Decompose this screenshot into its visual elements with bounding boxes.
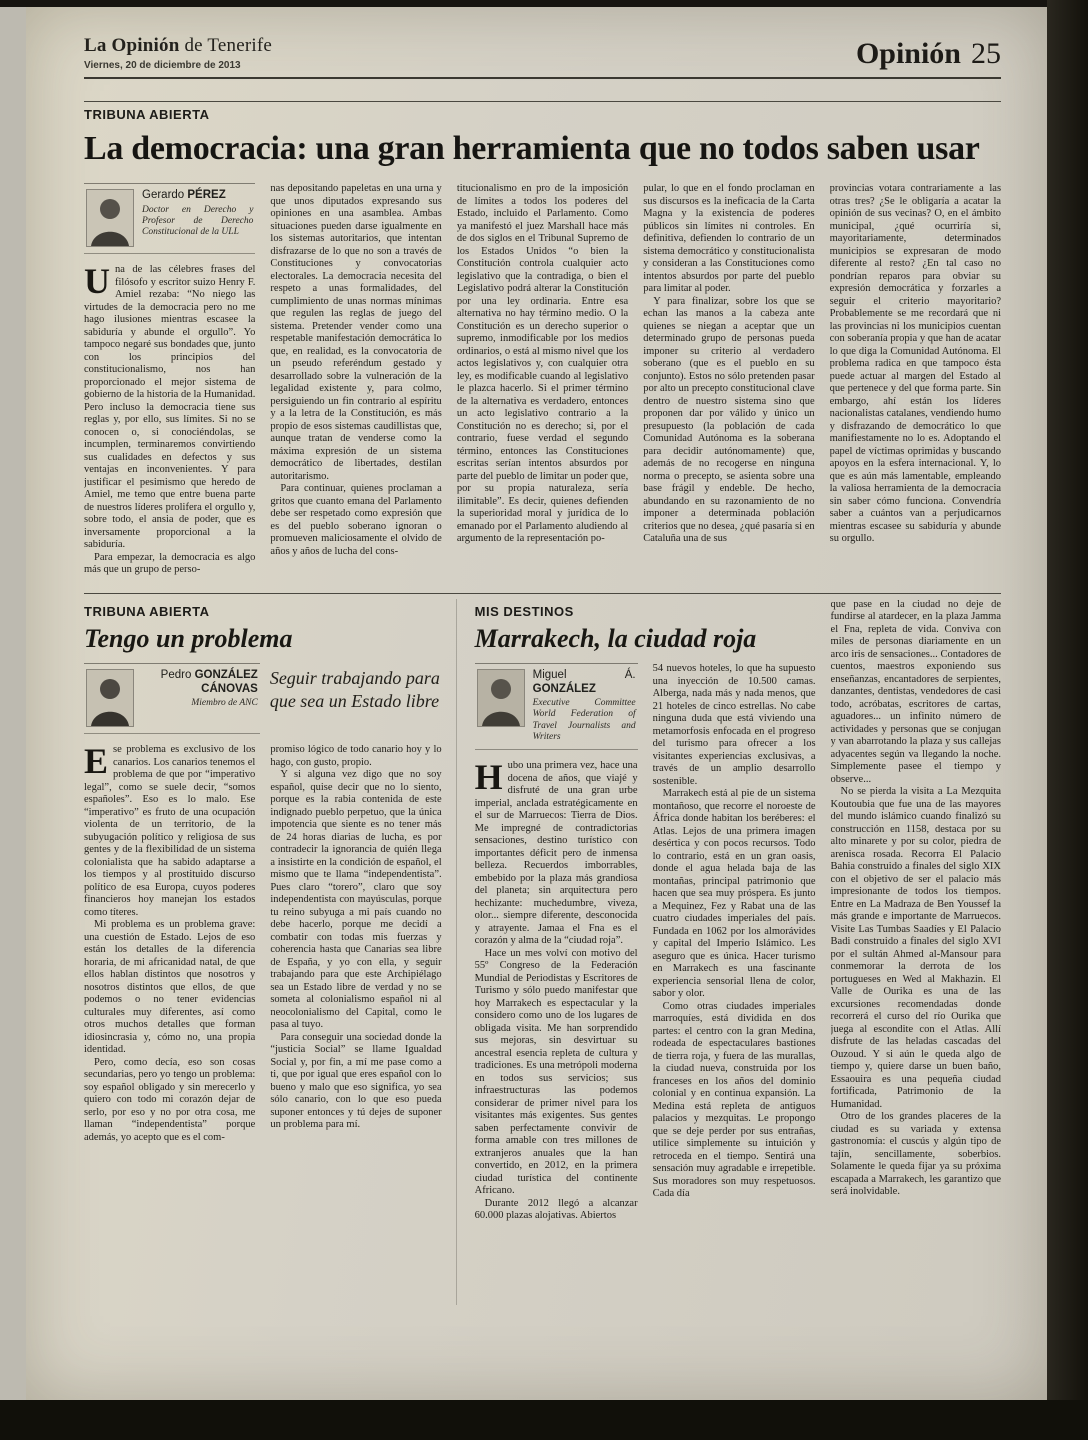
masthead-left [84, 35, 272, 71]
drop-cap: E [84, 744, 109, 782]
author-role: Doctor en Derecho y Profesor de Derecho Constitucional de la ULL [142, 204, 254, 238]
author-block-miguel [475, 663, 638, 750]
body-column-1 [84, 183, 255, 577]
author-name [142, 189, 253, 202]
body-column-2 [270, 744, 441, 1132]
body-column-1 [475, 663, 638, 1223]
author-first-name: Miguel Á. [532, 669, 636, 682]
body-paragraph: pular, lo que en el fondo proclaman en sus discursos es la ineficacia de la Carta Magna y la existencia de poderes públicos sin límites ni controles. En definitiva, defienden lo contrario de un sistema democrático y constitucionalista y consideran a las Constituciones como intentos absurdos por parte del pueblo para limitar al poder. [643, 183, 815, 295]
body-column-5 [830, 183, 1001, 546]
author-first-name: Pedro [160, 669, 192, 682]
author-last-name: PÉREZ [187, 189, 226, 202]
column-text [474, 757, 638, 1223]
issue-date: Viernes, 20 de diciembre de 2013 [84, 60, 241, 71]
newspaper-brand [84, 35, 272, 57]
column-text [84, 261, 256, 577]
body-column-2 [653, 663, 816, 1201]
section-header [856, 37, 1001, 71]
drop-cap: U [84, 261, 110, 302]
body-paragraph: Para continuar, quienes proclaman a gritos que cuanto emana del Parlamento debe ser respetado como expresión que es del pueblo soberano ignoran o promueven maliciosamente el olvido de años y años de lucha del cons- [270, 483, 442, 557]
article-democracia [84, 101, 1001, 577]
body-paragraph: Una de las célebres frases del filósofo y escritor suizo Henry F. Amiel rezaba: “No niego las virtudes de la democracia pero no me hago ilusiones mientras escasee la sabiduría y abunde el orgullo”. Yo tampoco negaré sus bondades que, junto con los principios del constitucionalismo, nos han proporcionado el mejor sistema de gobierno de la historia de la Humanidad. Pero incluso la democracia tiene sus reglas y, por ello, sus límites. Si no se conocen o, si conociéndolas, se incumplen, terminaremos convirtiendo sus cualidades en defectos y sus ventajas en inconvenientes. Y para justificar el pesimismo que heredo de Amiel, me temo que entre buena parte de nuestros líderes prolifera el orgullo y, sobre todo, el ansia de poder, que es inversamente proporcional a la sabiduría. [84, 261, 256, 551]
bottom-articles-row [84, 593, 1001, 1305]
body-paragraph: Ese problema es exclusivo de los canarios. Los canarios tenemos el problema de que por “imperativo legal”, como se suele decir, “somos españoles”. Eso es lo malo. Ese “imperativo” es fruto de una ocupación violenta de un territorio, de la subyugación político y religiosa de sus gentes y de la flexibilidad de un sistema colonialista que ha sabido adaptarse a los tiempos y al prostituido discurso político de esa Europa, cuyos poderes financieros hoy manejan los estados como títeres. [84, 744, 256, 918]
body-paragraph: Otro de los grandes placeres de la ciudad es su variada y extensa gastronomía: el cuscús y algún tipo de tajín, sencillamente, soberbios. Solamente le queda fijar ya su próxima escapada a Marrakech, les garantizo que será inolvidable. [830, 1111, 1001, 1198]
problema-body-columns [84, 744, 442, 1144]
author-role: Executive Committee World Federation of Travel Journalists and Writers [532, 697, 636, 743]
drop-cap: H [474, 757, 503, 798]
body-column-3 [831, 599, 1001, 1305]
page-content [26, 7, 1047, 1305]
section-name: Opinión [855, 37, 961, 70]
kicker-rule [84, 101, 1001, 102]
author-photo [477, 669, 525, 727]
kicker-tribuna-abierta-2: TRIBUNA ABIERTA [84, 603, 210, 619]
author-photo [86, 669, 134, 727]
masthead [84, 35, 1001, 79]
body-paragraph: Mi problema es un problema grave: una cuestión de Estado. Lejos de eso están los detalles de la diferencia horaria, de mi africanidad natal, de que ellos hablan distintos que nosotros y nosotros distintos que ellos, de que podemos o no tener evidencias culturales muy diferentes, así como otros muchos detalles que forman idiosincrasia y, cómo no, una propia identidad. [84, 919, 256, 1056]
marrakech-main [475, 599, 816, 1305]
author-name [533, 669, 636, 695]
author-block-pedro [84, 663, 260, 734]
author-meta [533, 669, 636, 743]
brand-secondary: de Tenerife [184, 35, 273, 56]
body-paragraph: promiso lógico de todo canario hoy y lo hago, con gusto, propio. [270, 744, 442, 768]
body-paragraph: nas depositando papeletas en una urna y que unos diputados expresando sus opiniones en una asamblea. Ambas situaciones pueden darse igualmente en los sistemas autoritarios, que intentan disfrazarse de lo que no son a través de Constituciones y convocatorias electorales. La democracia necesita del respeto a unas formalidades, del cumplimiento de unas normas mínimas que regulen las reglas de juego del sistema. Pretender vender como una respetable manifestación democrática lo que, en realidad, es la convocatoria de un pseudo referéndum gestado y desarrollado sobre la vulneración de la legalidad existente y, para colmo, persiguiendo un fin contrario al espíritu y a la letra de la Constitución, es más propio de esos sistemas caudillistas que, aunque tratan de venderse como la máxima expresión de un sistema democrático de libertades, destilan autoritarismo. [270, 183, 442, 482]
body-paragraph: Para empezar, la democracia es algo más que un grupo de perso- [84, 551, 256, 576]
article-problema [84, 599, 457, 1305]
body-paragraph: 54 nuevos hoteles, lo que ha supuesto una inyección de 10.500 camas. Alberga, nada más y nada menos, que 21 hoteles de cinco estrellas. No cabe ninguna duda que está viviendo una metamorfosis enfocada en el progreso del turismo para ofrecer a los visitantes experiencias exclusivas, a través de un amplio desarrollo sostenible. [652, 663, 816, 787]
main-headline: La democracia: una gran herramienta que no todos saben usar [84, 130, 980, 167]
author-name [142, 669, 258, 695]
scan-edge-bottom [0, 1400, 1088, 1440]
body-paragraph: Pero, como decía, eso son cosas secundarias, pero yo tengo un problema: soy español obligado y sin merecerlo y quiero con todo mi corazón dejar de serlo, por eso y no por otra cosa, me llaman “independentista” porque además, yo acepto que es el com- [84, 1056, 256, 1143]
person-silhouette-icon [87, 670, 133, 726]
body-paragraph: Como otras ciudades imperiales marroquíes, está dividida en dos partes: el centro con la gran Medina, rodeada de espectaculares bastiones de tierra roja, y fuera de las murallas, la ciudad nueva, construida por los franceses en los años del dominio colonial y en continua expansión. La Medina está repleta de antiguos palacios y mezquitas. Le propongo que se deje perder por sus entrañas, utilice simplemente su intuición y retroceda en el tiempo. Sentirá una sensación muy agradable e irrepetible. Sus moradores son muy respetuosos. Cada día [652, 1000, 816, 1200]
body-paragraph: Hace un mes volví con motivo del 55º Congreso de la Federación Mundial de Periodistas y Escritores de Turismo y sólo puedo manifestar que hoy Marrakech es espectacular y la considero como uno de los lugares de obligada visita. Me han sorprendido sus mejoras, sin desvirtuar su ancestral esencia repleta de cultura y tradiciones. Es una metrópoli moderna en todos sus servicios; sus infraestructuras las podemos considerar de primer nivel para los visitantes más exigentes. Sus gentes saben perfectamente convivir de forma amable con tres millones de extranjeros anuales que la han convertido, en 2012, en la primera ciudad turística del continente Africano. [474, 947, 638, 1197]
body-column-2 [270, 183, 441, 558]
person-silhouette-icon [478, 670, 524, 726]
article-body-columns [84, 183, 1001, 577]
body-column-1 [84, 744, 255, 1144]
scan-edge-right [1047, 0, 1088, 1440]
newspaper-page [26, 7, 1047, 1400]
body-paragraph: Y si alguna vez digo que no soy español, quise decir que no lo siento, porque es la rabia contenida de este indignado pueblo perpetuo, que la única impotencia que siente es no tener más de 24 horas diarias de lucha, es por contradecir la ignorancia de quién llega a insistirte en la condición de español, el mismo que te llama “independentista”. Pues claro “torero”, claro que soy independentista con mayúsculas, porque tu reino subyuga a mi país cuando no debe hacerlo, porque me decidí a combatir con todas mis fuerzas y coherencia hasta que Canarias sea libre de España, y yo con ella, y seguir trabajando para que este Archipiélago sea un Estado libre de verdad y no se someta al colonialismo español ni al neocolonialismo del Capital, como le pasa al tuyo. [270, 769, 442, 1031]
author-role: Miembro de ANC [191, 697, 258, 708]
marrakech-headline: Marrakech, la ciudad roja [474, 623, 757, 653]
page-number: 25 [971, 37, 1001, 70]
author-meta [142, 189, 253, 238]
author-first-name: Gerardo [142, 189, 185, 202]
problema-headline: Tengo un problema [84, 623, 293, 653]
body-paragraph: Para conseguir una sociedad donde la “justicia Social” se llame Igualdad Social y, por fin, a mí me pase como a ti, que por igual que eres español con lo bueno y malo que eso significa, yo sea sólo canario, con lo que eso pueda suponer entonces y tú dejes de suponer un problema para mí. [270, 1031, 442, 1131]
body-paragraph: titucionalismo en pro de la imposición de límites a todos los poderes del Estado, incluido el Parlamento. Como ya manifestó el juez Marshall hace más de dos siglos en el Tribunal Supremo de los Estados Unidos “o bien la Constitución controla cualquier acto legislativo que la contradiga, o bien el Legislativo podrá alterar la Constitución por una ley ordinaria. Entre esa alternativa no hay término medio. O la Constitución es un derecho superior o supremo, inmodificable por los medios ordinarios, o está al mismo nivel que los actos legislativos y, con cualquier otra ley, es modificable cuando al legislativo le plazca hacerlo. Si el primer término de la alternativa es verdadero, entonces un acto legislativo contrario a la Constitución no es derecho; si, por el contrario, fuese verdad el segundo término, entonces las Constituciones escritas serían intentos absurdos por parte del pueblo de limitar un poder que, por su propia naturaleza, sería ilimitable”. Es decir, quienes defienden la superioridad moral y jurídica de lo emanado por el Parlamento aludiendo al argumento de la representación po- [456, 183, 629, 545]
body-column-4 [643, 183, 814, 546]
article-marrakech [475, 599, 1001, 1305]
body-paragraph: provincias votara contrariamente a las otras tres? ¿Se le obligaría a acatar la opinión de sus vecinas? O, en el ámbito municipal, ¿qué ocurriría si, mayoritariamente, determinados municipios se expresaran de modo diferente al resto? ¿En tal caso no pondrían reparos para obviar su expresión democrática y forzarles a seguir el criterio mayoritario? Probablemente se me recordará que ni las provincias ni los municipios cuentan con soberanía propia y que han de acatar lo que diga la Comunidad Autónoma. El problema radica en que tampoco ésta puede actuar al margen del Estado al que pertenece y del que forma parte. Sin embargo, ahí están los líderes nacionalistas catalanes, vendiendo humo y disfrazando de democrático lo que manifiestamente no lo es. Adoptando el papel de víctimas oprimidas y buscando apoyos en la esfera internacional. Y, lo que es aún más lamentable, empleando la valiosa herramienta de la democracia sin saber cómo funciona. Convendría saber a cuántos van a perjudicarnos mientras escasee su sabiduría y abunde su orgullo. [829, 183, 1002, 545]
brand-primary: La Opinión [84, 35, 180, 56]
author-last-name: GONZÁLEZ [532, 682, 596, 695]
kicker-tribuna-abierta: TRIBUNA ABIERTA [84, 107, 210, 122]
author-block-gerardo [84, 183, 255, 254]
pull-quote: Seguir trabajando para que sea un Estado libre [269, 668, 440, 711]
scan-edge-top [0, 0, 1088, 7]
person-silhouette-icon [87, 190, 133, 246]
body-column-3 [457, 183, 628, 546]
body-paragraph: No se pierda la visita a La Mezquita Koutoubia que fue una de las mayores del mundo islámico cuando finalizó su construcción en 1158, destaca por su alto minarete y por su color, piedra de arenisca rosada. Recorra El Palacio Bahia construido a finales del siglo XIX con el objetivo de ser el palacio más impresionante de todos los tiempos. Entre en La Madraza de Ben Youssef la más grande e importante de Marruecos. Visite Las Tumbas Saadíes y El Palacio Badi construido a finales del siglo XVI por el sultán Ahmed al-Mansour para conmemorar la derrota de los portugueses en Wed al Makhazin. El Valle de Ourika es una de las excursiones recomendadas donde recorrerá el curso del río Ourika que juega al escondite con el Atlas. Allí disfrute de las heladas cascadas del Ouzoud. Y si aún le queda algo de tiempo y, quiere darse un buen baño, Essaouira es una pequeña ciudad fortificada, Patrimonio de la Humanidad. [830, 786, 1001, 1110]
body-paragraph: Hubo una primera vez, hace una docena de años, que viajé y disfruté de una gran urbe imperial, anclada estratégicamente en el sur de Marruecos: Tierra de Dios. Me impregné de contradictorias sensaciones, destino turístico con importantes déficit pero de inmensa belleza. Recuerdos imborrables, embebido por la plaza más grandiosa del planeta; sin arquitectura pero hechizante: muchedumbre, viveza, olor... siempre diferente, desconocida y atrayente. Jamaa el Fna es el corazón y alma de la “ciudad roja”. [474, 757, 638, 947]
kicker-mis-destinos: MIS DESTINOS [474, 603, 574, 619]
problema-header-row [84, 663, 442, 734]
author-meta [142, 669, 258, 709]
author-last-name: GONZÁLEZ CÁNOVAS [194, 669, 258, 695]
body-paragraph: Marrakech está al pie de un sistema montañoso, que recorre el noroeste de África donde habitan los beréberes: el Atlas. Lejos de una primera imagen desértica y con pocos recursos. Todo lo contrario, está en un gran oasis, donde el agua helada baja de las montañas, principal patrimonio que hacen que sea muy próspera. Es junto a Mequinez, Fez y Rabat una de las cuatro ciudades imperiales del país. Fundada en 1062 por los almorávides y capital del Imperio Islámico. Les aseguro que es única. Hacer turismo en Marrakech es una fascinante experiencia sensorial llena de color, sabor y olor. [652, 788, 816, 1000]
body-paragraph: que pase en la ciudad no deje de fundirse al atardecer, en la plaza Jamma el Fna, repleta de vida. Conviva con miles de personas diariamente en un arco iris de sensaciones... Contadores de cuentos, maestros exponiendo sus enseñanzas, encantadores de serpientes, danzantes, dentistas, vendedores de casi todo, acróbatas, escritores de cartas, aguadores... un infinito número de actividades y personas que se conjugan y van abarrotando la plaza y sus callejas adyacentes según va llegando la noche. Simplemente pasee el tiempo y observe... [830, 598, 1001, 785]
author-photo [86, 189, 134, 247]
body-paragraph: Y para finalizar, sobre los que se echan las manos a la cabeza ante quienes se niegan a aceptar que un determinado grupo de personas pueda imponer su criterio al verdadero soberano (que es el pueblo en su conjunto). Estos no sólo pretenden pasar por alto un precepto constitucional clave dentro de nuestro sistema sino que proponen dar por válido y único un presupuesto (la población de cada Comunidad Autónoma es la soberana para decidir autónomamente) que, además de no recogerse en ninguna norma o precepto, se asienta sobre una base frágil y endeble. De hecho, abundando en su razonamiento de no imponer a determinada población criterios que no desea, ¿qué pasaría si en Cataluña una de sus [643, 295, 815, 545]
body-paragraph: Durante 2012 llegó a alcanzar 60.000 plazas alojativas. Abiertos [474, 1197, 638, 1222]
marrakech-body-columns [475, 663, 816, 1223]
